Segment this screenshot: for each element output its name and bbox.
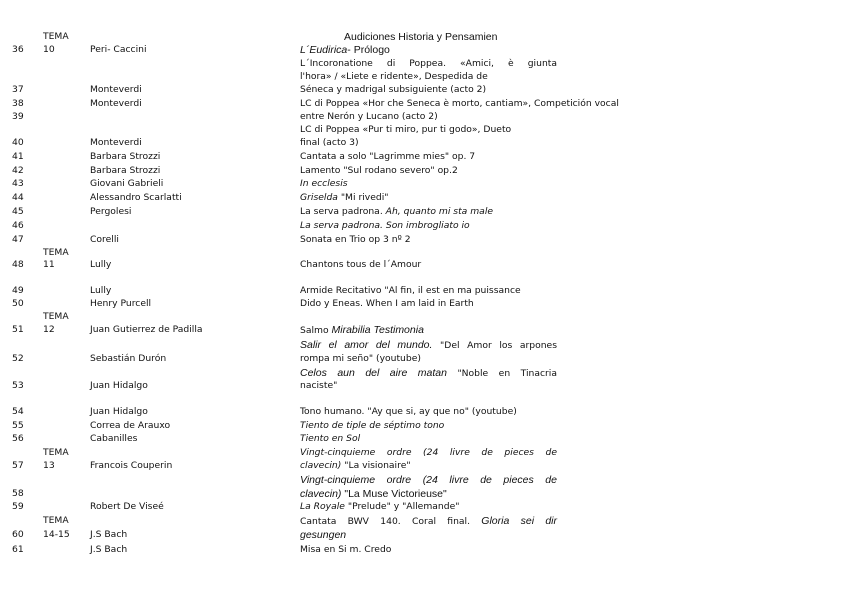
composer: Sebastián Durón (90, 353, 167, 364)
work-line: Vingt-cinquieme ordre (24 livre de pieces de (300, 447, 557, 458)
work-title-rest: "La visionaire" (341, 460, 411, 471)
composer: Monteverdi (90, 137, 142, 148)
work-title-italic: La Royale (300, 501, 345, 512)
tema-number: 12 (43, 324, 55, 335)
work-title-rest: Salmo (300, 325, 332, 336)
work-title-rest: - Prólogo (347, 44, 390, 56)
work-title-rest: "Noble en Tinacria (446, 368, 557, 379)
work-title-rest: "Prelude" y "Allemande" (344, 501, 460, 512)
work-title: Misa en Si m. Credo (300, 544, 392, 555)
composer: Henry Purcell (90, 298, 152, 309)
composer: Robert De Viseé (90, 501, 164, 512)
composer: Peri- Caccini (90, 44, 147, 55)
composer: J.S Bach (90, 529, 128, 540)
work-title-rest: "Mi rivedi" (337, 192, 389, 203)
row-number: 61 (12, 544, 24, 555)
work-title-italic: Celos aun del aire matan (300, 367, 447, 379)
work-title-italic: Mirabilia Testimonia (331, 324, 424, 336)
tema-number: 14-15 (43, 529, 70, 540)
work-line: Vingt-cinquieme ordre (24 livre de pieces de (300, 474, 557, 486)
work-title-italic: clavecin) (300, 488, 342, 500)
work-title: Dido y Eneas. When I am laid in Earth (300, 298, 474, 309)
work-title-rest: Cantata BWV 140. Coral final. (300, 516, 471, 527)
work-title: In ecclesis (300, 178, 348, 189)
work-line: Séneca y madrigal subsiguiente (acto 2) (300, 84, 487, 95)
work-title: La serva padrona. Son imbrogliato io (300, 220, 470, 231)
tema-label: TEMA (43, 447, 69, 458)
work-title: Sonata en Trio op 3 nº 2 (300, 234, 411, 245)
composer: Lully (90, 259, 112, 270)
composer: Lully (90, 285, 112, 296)
row-number: 39 (12, 111, 24, 122)
row-number: 38 (12, 98, 24, 109)
work-line: gesungen (300, 529, 347, 541)
work-title: Chantons tous de l´Amour (300, 259, 422, 270)
tema-number: 11 (43, 259, 55, 270)
row-number: 54 (12, 406, 24, 417)
row-number: 55 (12, 420, 24, 431)
tema-label: TEMA (43, 31, 69, 42)
composer: Pergolesi (90, 206, 132, 217)
composer: Barbara Strozzi (90, 151, 161, 162)
work-title-italic: Ah, quanto mi sta male (385, 206, 494, 217)
row-number: 49 (12, 285, 24, 296)
work-line: l'hora» / «Liete e ridente», Despedida de (300, 71, 488, 82)
row-number: 53 (12, 380, 24, 391)
work-line (300, 460, 411, 472)
composer: J.S Bach (90, 544, 128, 555)
row-number: 45 (12, 206, 24, 217)
row-number: 51 (12, 324, 24, 335)
row-number: 52 (12, 353, 24, 364)
work-title: Armide Recitativo "Al fin, il est en ma puissance (300, 285, 521, 296)
work-title (300, 206, 493, 218)
work-title: Tiento de tiple de séptimo tono (300, 420, 445, 431)
work-title: Cantata a solo "Lagrimme mies" op. 7 (300, 151, 476, 162)
work-title-italic: clavecin) (300, 460, 342, 471)
row-number: 57 (12, 460, 24, 471)
work-line (300, 488, 447, 500)
work-line (300, 339, 557, 352)
row-number: 60 (12, 529, 24, 540)
tema-label: TEMA (43, 247, 69, 258)
work-line: LC di Poppea «Pur ti miro, pur ti godo», Dueto (300, 124, 512, 135)
work-line (300, 515, 557, 528)
work-title-italic: Gloria sei dir (470, 515, 557, 527)
work-line: entre Nerón y Lucano (acto 2) (300, 111, 438, 122)
work-line: naciste" (300, 380, 338, 391)
composer: Alessandro Scarlatti (90, 192, 182, 203)
row-number: 56 (12, 433, 24, 444)
row-number: 36 (12, 44, 24, 55)
work-title-italic: Griselda (300, 192, 338, 203)
composer: Juan Hidalgo (90, 406, 148, 417)
work-line: LC di Poppea «Hor che Seneca è morto, cantiam», Competición vocal (300, 98, 619, 109)
row-number: 46 (12, 220, 24, 231)
row-number: 48 (12, 259, 24, 270)
row-number: 41 (12, 151, 24, 162)
work-title-rest: La serva padrona. (300, 206, 386, 217)
work-title: Tono humano. "Ay que si, ay que no" (youtube) (300, 406, 517, 417)
work-line: rompa mi seño" (youtube) (300, 353, 421, 364)
row-number: 50 (12, 298, 24, 309)
tema-number: 10 (43, 44, 55, 55)
row-number: 58 (12, 488, 24, 499)
work-title-rest: "Del Amor los arpones (432, 340, 557, 351)
row-number: 44 (12, 192, 24, 203)
composer: Juan Hidalgo (90, 380, 148, 391)
composer: Barbara Strozzi (90, 165, 161, 176)
work-title-italic: Salir el amor del mundo. (300, 339, 433, 351)
composer: Monteverdi (90, 98, 142, 109)
page-title: Audiciones Historia y Pensamien (344, 31, 498, 43)
work-title (300, 501, 459, 513)
tema-number: 13 (43, 460, 55, 471)
work-title-rest: "La Muse Victorieuse" (341, 488, 447, 500)
work-title (300, 192, 388, 204)
composer: Giovani Gabrieli (90, 178, 164, 189)
tema-label: TEMA (43, 515, 69, 526)
work-title: Tiento en Sol (300, 433, 361, 444)
work-title (300, 324, 424, 337)
work-title-italic: L´Eudirica (300, 44, 348, 56)
composer: Monteverdi (90, 84, 142, 95)
row-number: 43 (12, 178, 24, 189)
composer: Correa de Arauxo (90, 420, 171, 431)
tema-label: TEMA (43, 311, 69, 322)
row-number: 47 (12, 234, 24, 245)
work-title: Lamento "Sul rodano severo" op.2 (300, 165, 458, 176)
row-number: 42 (12, 165, 24, 176)
composer: Corelli (90, 234, 119, 245)
row-number: 59 (12, 501, 24, 512)
work-line: final (acto 3) (300, 137, 359, 148)
work-title (300, 44, 390, 56)
composer: Cabanilles (90, 433, 138, 444)
row-number: 37 (12, 84, 24, 95)
composer: Francois Couperin (90, 460, 173, 471)
composer: Juan Gutierrez de Padilla (90, 324, 203, 335)
work-line: L´Incoronatione di Poppea. «Amici, è giunta (300, 58, 557, 69)
work-line (300, 367, 557, 380)
row-number: 40 (12, 137, 24, 148)
